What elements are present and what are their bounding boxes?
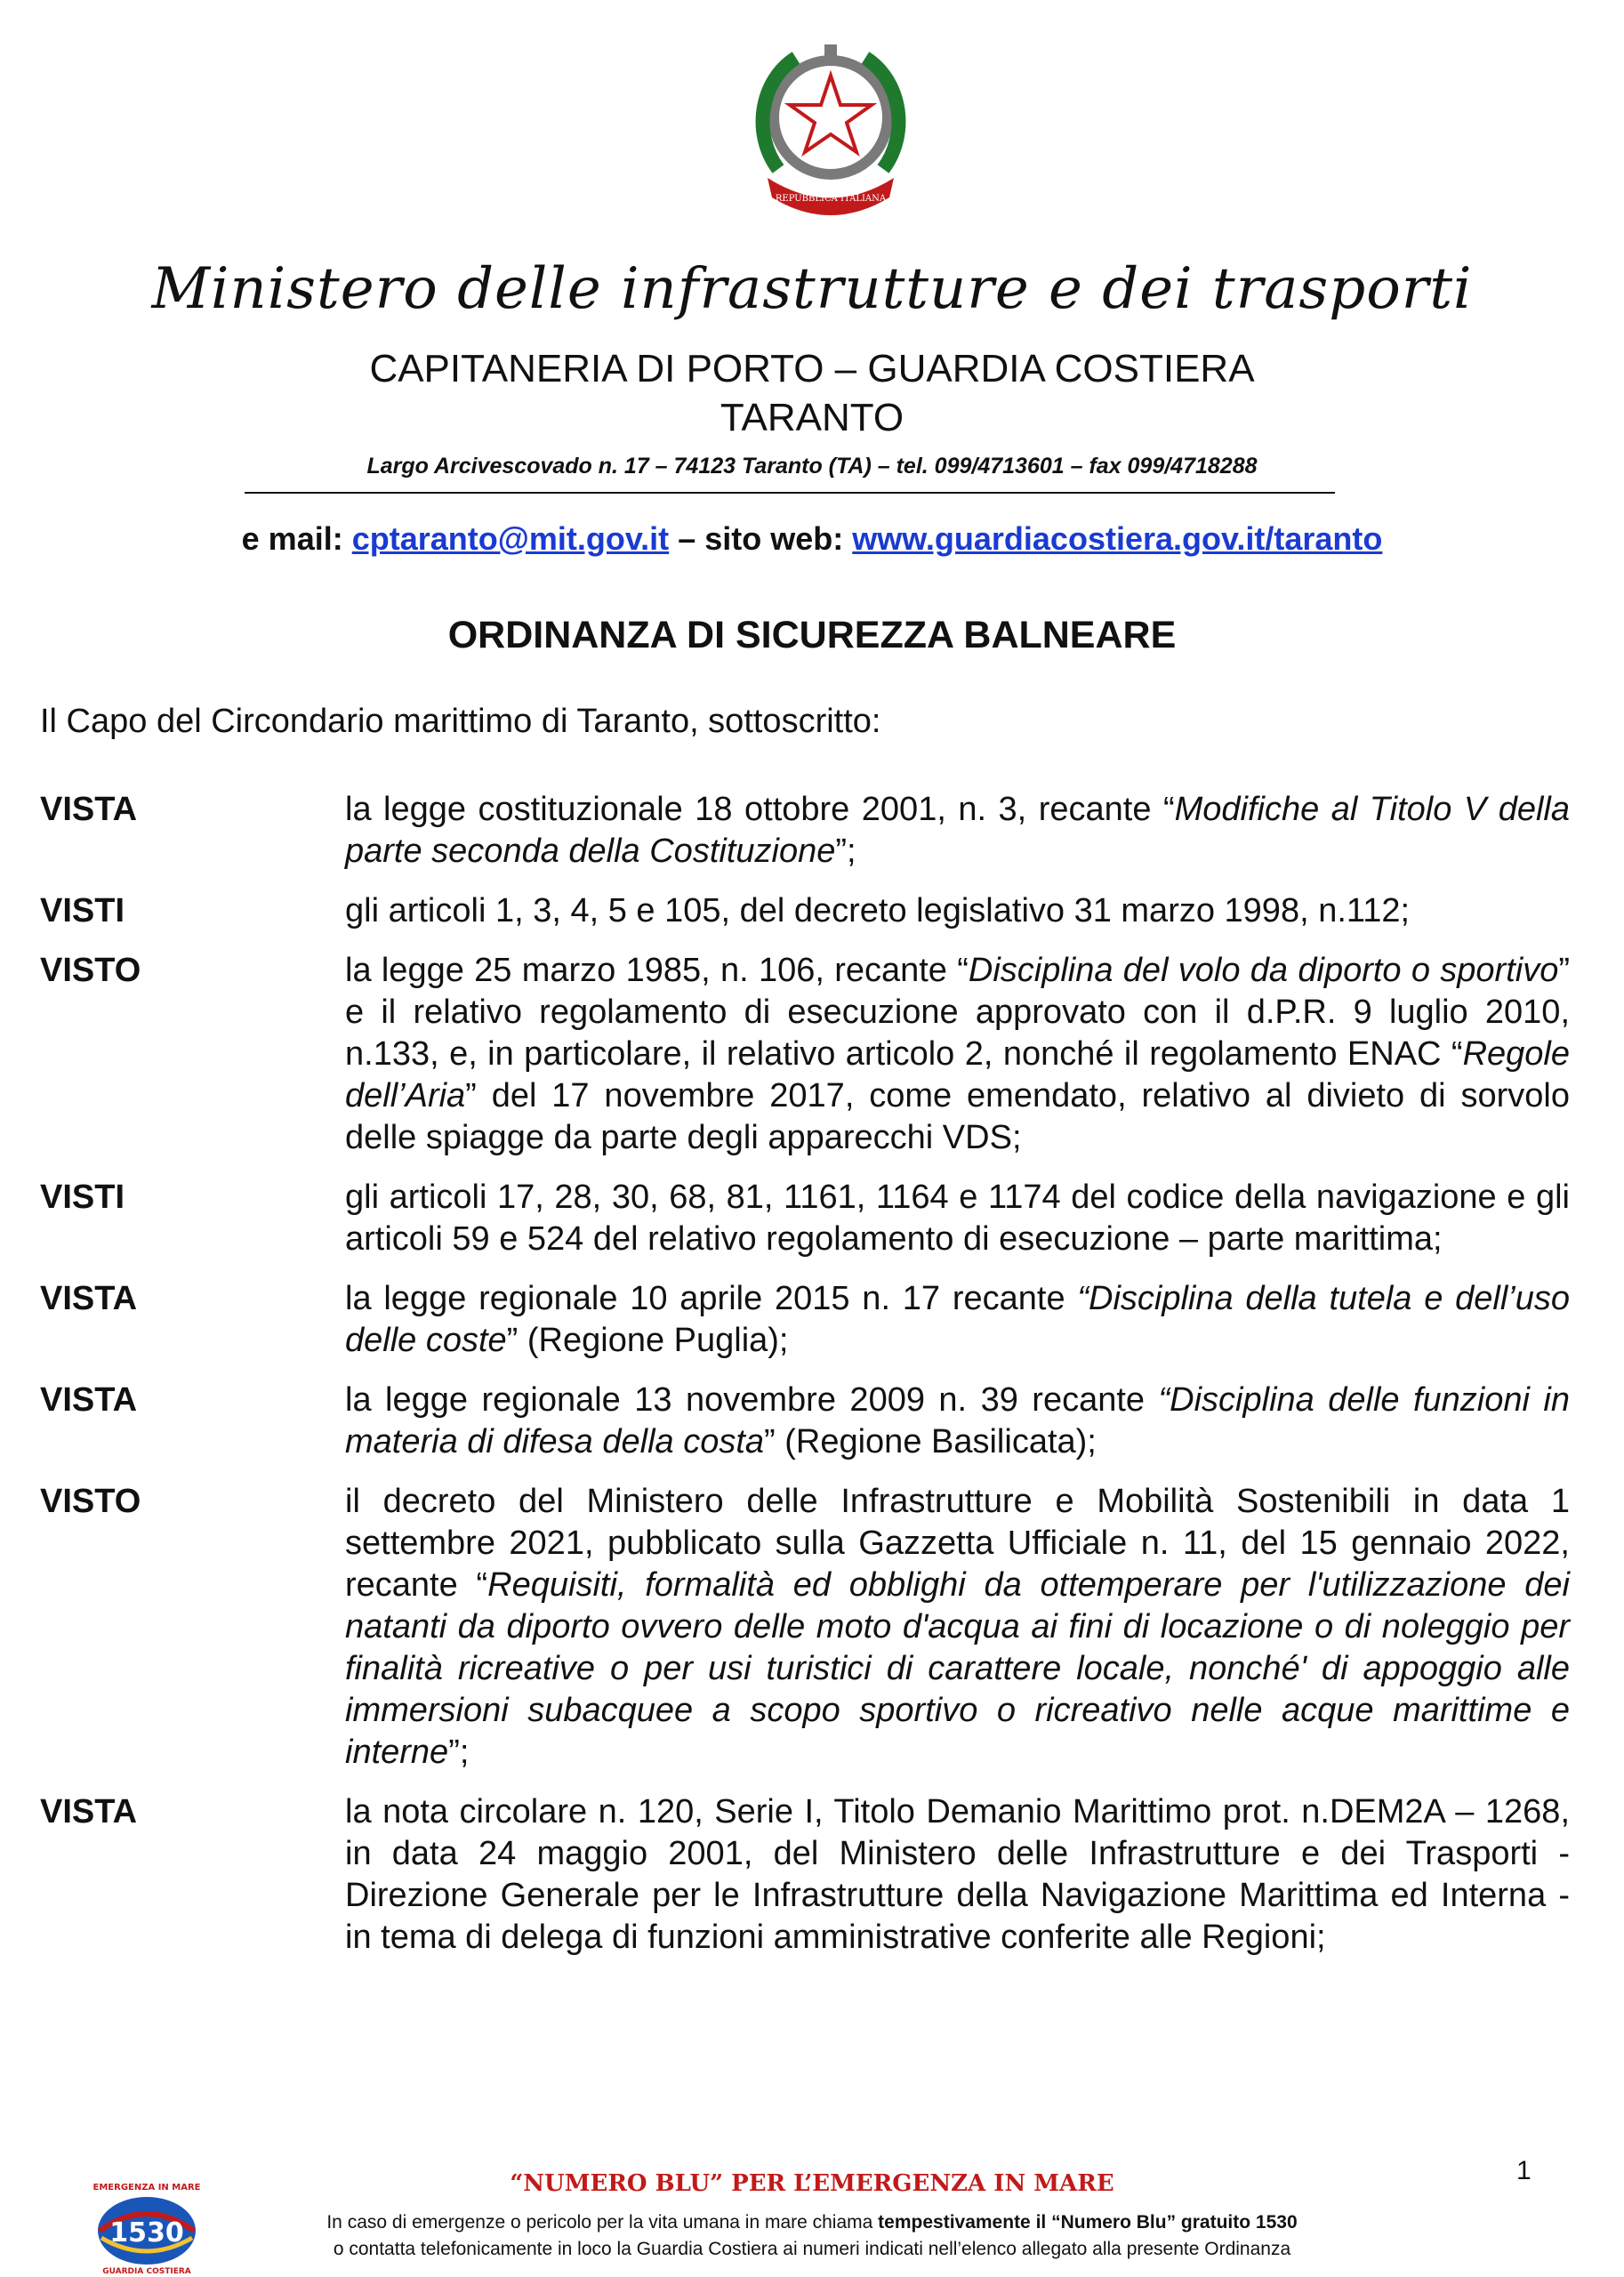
logo-bottom-text: GUARDIA COSTIERA	[102, 2267, 191, 2276]
website-link[interactable]: www.guardiacostiera.gov.it/taranto	[852, 520, 1383, 557]
reference-text: la legge regionale 13 novembre 2009 n. 39 recante “Disciplina delle funzioni in materia di difesa della costa” (Regione Basilicata);	[345, 1381, 1570, 1460]
reference-entry	[40, 1481, 1570, 1774]
reference-entry	[40, 950, 1570, 1159]
office-city: TARANTO	[720, 396, 904, 439]
footer-contact-info: o contatta telefonicamente in loco la Guardia Costiera ai numeri indicati nell’elenco allegato alla presente Ordinanza	[333, 2239, 1291, 2259]
reference-text: il decreto del Ministero delle Infrastrutture e Mobilità Sostenibili in data 1 settembre 2021, pubblicato sulla Gazzetta Ufficiale n. 11, del 15 gennaio 2022, recante “Requisiti, formalità ed obblighi da ottemperare per l'utilizzazione dei natanti da diporto ovvero delle moto d'acqua ai fini di locazione o di noleggio per finalità ricreative o per usi turistici di carattere locale, nonché' di appoggio alle immersioni subacquee a scopo sportivo o ricreativo nelle acque marittime e interne”;	[345, 1483, 1570, 1771]
reference-verb: VISTO	[40, 952, 141, 989]
contacts-line	[0, 520, 1624, 558]
website-label: – sito web:	[678, 520, 844, 557]
reference-text: la legge 25 marzo 1985, n. 106, recante “Disciplina del volo da diporto o sportivo” e il relativo regolamento di esecuzione approvato con il d.P.R. 9 luglio 2010, n.133, e, in particolare, il relativo articolo 2, nonché il regolamento ENAC “Regole dell’Aria” del 17 novembre 2017, come emendato, relativo al divieto di sorvolo delle spiagge da parte degli apparecchi VDS;	[345, 952, 1570, 1156]
email-label: e mail:	[241, 520, 343, 557]
reference-entry	[40, 1278, 1570, 1362]
email-link[interactable]: cptaranto@mit.gov.it	[351, 520, 670, 557]
reference-verb: VISTA	[40, 791, 138, 828]
header-divider	[245, 492, 1335, 494]
reference-entry	[40, 890, 1570, 932]
emblem-ribbon-text: REPUBBLICA ITALIANA	[775, 194, 887, 204]
document-title: ORDINANZA DI SICUREZZA BALNEARE	[447, 614, 1177, 656]
reference-verb: VISTO	[40, 1483, 141, 1520]
logo-top-text: EMERGENZA IN MARE	[92, 2183, 201, 2193]
reference-text: gli articoli 1, 3, 4, 5 e 105, del decreto legislativo 31 marzo 1998, n.112;	[345, 892, 1411, 929]
republic-emblem	[743, 36, 919, 218]
reference-text: la legge regionale 10 aprile 2015 n. 17 recante “Disciplina della tutela e dell’uso delle coste” (Regione Puglia);	[345, 1280, 1570, 1359]
reference-verb: VISTA	[40, 1381, 138, 1419]
ministry-name: Ministero delle infrastrutture e dei trasporti	[151, 256, 1473, 322]
reference-text: gli articoli 17, 28, 30, 68, 81, 1161, 1164 e 1174 del codice della navigazione e gli articoli 59 e 524 del relativo regolamento di esecuzione – parte marittima;	[345, 1179, 1570, 1258]
office-address: Largo Arcivescovado n. 17 – 74123 Taranto (TA) – tel. 099/4713601 – fax 099/4718288	[366, 454, 1258, 479]
legal-references	[40, 789, 1570, 1976]
reference-verb: VISTI	[40, 892, 125, 929]
reference-verb: VISTA	[40, 1793, 138, 1830]
reference-entry	[40, 1177, 1570, 1260]
document-intro: Il Capo del Circondario marittimo di Taranto, sottoscritto:	[40, 703, 881, 740]
office-name: CAPITANERIA DI PORTO – GUARDIA COSTIERA	[369, 347, 1255, 390]
page-number: 1	[1516, 2156, 1532, 2185]
reference-verb: VISTI	[40, 1179, 125, 1216]
reference-entry	[40, 789, 1570, 873]
reference-entry	[40, 1791, 1570, 1959]
footer-title: “NUMERO BLU” PER L’EMERGENZA IN MARE	[510, 2170, 1114, 2197]
footer-emergency-info: In caso di emergenze o pericolo per la vita umana in mare chiama tempestivamente il “Numero Blu” gratuito 1530	[326, 2212, 1298, 2233]
logo-number: 1530	[109, 2217, 184, 2249]
reference-text: la legge costituzionale 18 ottobre 2001, n. 3, recante “Modifiche al Titolo V della parte seconda della Costituzione”;	[345, 791, 1570, 870]
reference-entry	[40, 1380, 1570, 1463]
reference-verb: VISTA	[40, 1280, 138, 1317]
reference-text: la nota circolare n. 120, Serie I, Titolo Demanio Marittimo prot. n.DEM2A – 1268, in data 24 maggio 2001, del Ministero delle Infrastrutture e dei Trasporti - Direzione Generale per le Infrastrutture della Navigazione Marittima ed Interna - in tema di delega di funzioni amministrative conferite alle Regioni;	[345, 1793, 1570, 1956]
